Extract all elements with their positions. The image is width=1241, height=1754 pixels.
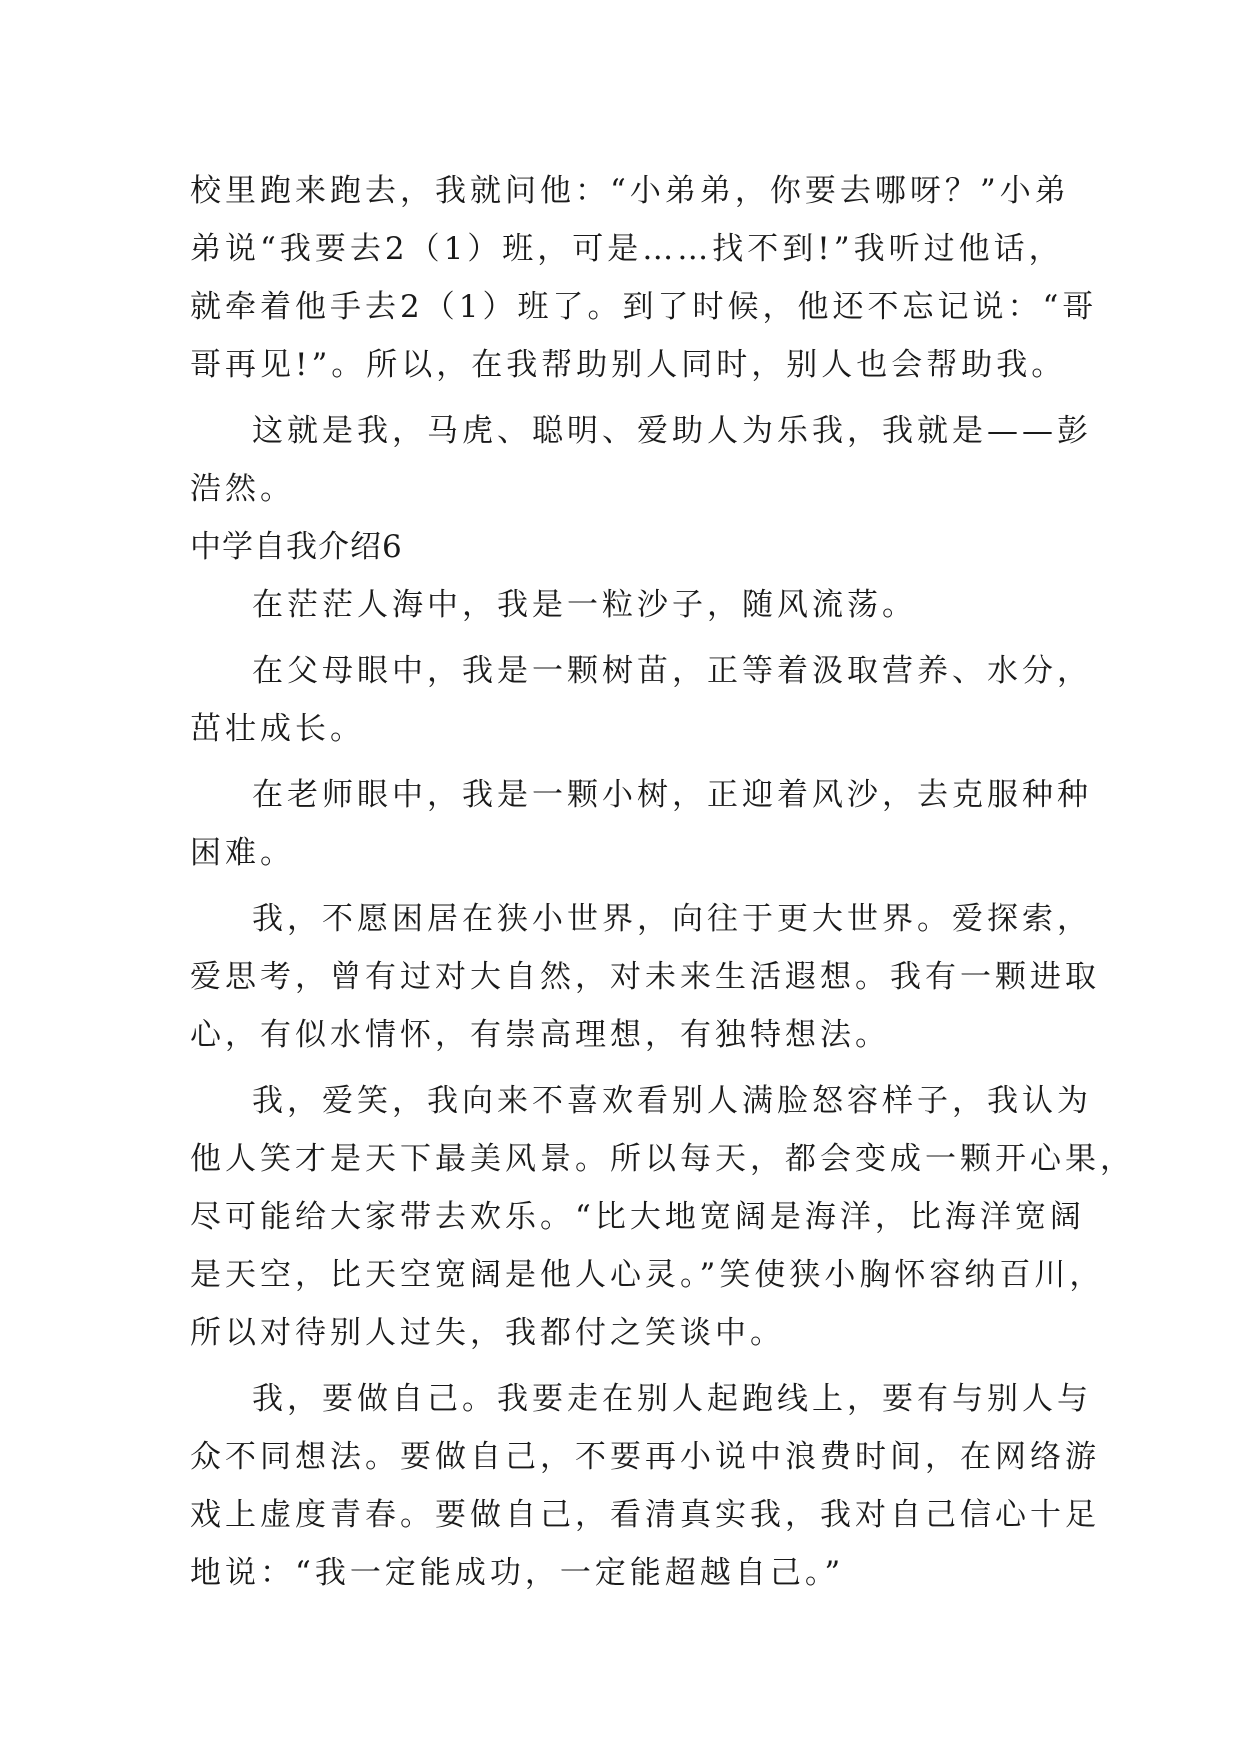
text-line: 弟说“我要去2（1）班，可是……找不到!”我听过他话， (190, 231, 1064, 267)
document-body (190, 162, 1135, 1602)
text-line: 就牵着他手去2（1）班了。到了时候，他还不忘记说：“哥 (190, 289, 1098, 325)
text-line: 我，要做自己。我要走在别人起跑线上，要有与别人与 (252, 1381, 1092, 1417)
text-line: 在老师眼中，我是一颗小树，正迎着风沙，去克服种种 (252, 777, 1092, 813)
text-line: 校里跑来跑去，我就问他：“小弟弟，你要去哪呀？”小弟 (190, 173, 1070, 209)
text-line: 所以对待别人过失，我都付之笑谈中。 (190, 1315, 785, 1351)
text-line: 是天空，比天空宽阔是他人心灵。”笑使狭小胸怀容纳百川， (190, 1257, 1105, 1293)
section-heading: 中学自我介绍6 (190, 529, 403, 565)
text-line: 哥再见!”。所以，在我帮助别人同时，别人也会帮助我。 (190, 347, 1067, 383)
text-line: 我，爱笑，我向来不喜欢看别人满脸怒容样子，我认为 (252, 1083, 1092, 1119)
text-line: 我，不愿困居在狭小世界，向往于更大世界。爱探索， (252, 901, 1092, 937)
text-line: 爱思考，曾有过对大自然，对未来生活遐想。我有一颗进取 (190, 959, 1100, 995)
text-line: 茁壮成长。 (190, 711, 365, 747)
text-line: 他人笑才是天下最美风景。所以每天，都会变成一颗开心果， (190, 1141, 1135, 1177)
text-line: 浩然。 (190, 471, 295, 507)
text-line: 地说：“我一定能成功，一定能超越自己。” (190, 1555, 845, 1591)
text-line: 心，有似水情怀，有崇高理想，有独特想法。 (190, 1017, 890, 1053)
text-line: 困难。 (190, 835, 295, 871)
text-line: 尽可能给大家带去欢乐。“比大地宽阔是海洋，比海洋宽阔 (190, 1199, 1085, 1235)
text-line: 众不同想法。要做自己，不要再小说中浪费时间，在网络游 (190, 1439, 1100, 1475)
text-line: 这就是我，马虎、聪明、爱助人为乐我，我就是——彭 (252, 413, 1092, 449)
text-line: 在茫茫人海中，我是一粒沙子，随风流荡。 (252, 587, 917, 623)
text-line: 戏上虚度青春。要做自己，看清真实我，我对自己信心十足 (190, 1497, 1100, 1533)
text-line: 在父母眼中，我是一颗树苗，正等着汲取营养、水分， (252, 653, 1092, 689)
